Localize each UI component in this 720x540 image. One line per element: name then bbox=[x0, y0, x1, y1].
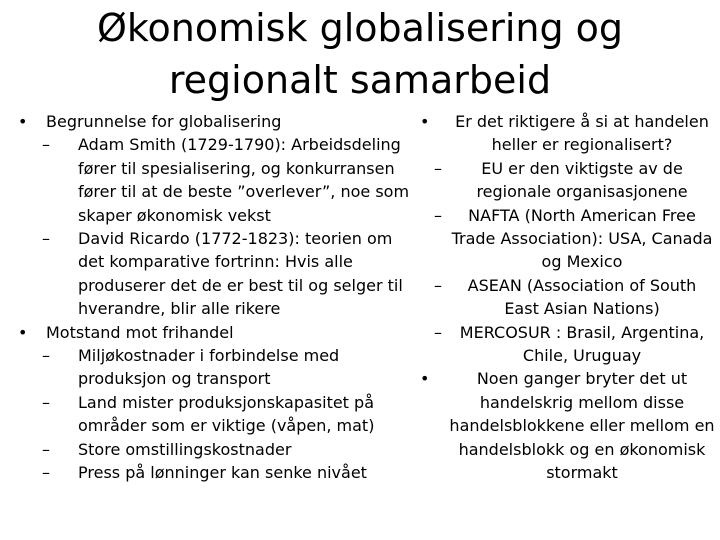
sub-bullet-text: NAFTA (North American Free Trade Association): USA, Canada og Mexico bbox=[451, 205, 713, 272]
bullet-text: Motstand mot frihandel bbox=[46, 322, 234, 342]
sub-bullet-item bbox=[420, 274, 716, 321]
dash-icon: – bbox=[42, 135, 50, 155]
dash-icon: – bbox=[42, 463, 50, 483]
dash-icon: – bbox=[434, 322, 442, 342]
sub-bullet-text: David Ricardo (1772-1823): teorien om det komparative fortrinn: Hvis alle produserer det de er best til og selger til hverandre, blir alle rikere bbox=[78, 229, 403, 319]
sub-bullet-text: Press på lønninger kan senke nivået bbox=[78, 463, 367, 483]
sub-bullet-item bbox=[18, 227, 418, 321]
page-title bbox=[60, 2, 660, 106]
dash-icon: – bbox=[42, 346, 50, 366]
bullet-icon: • bbox=[18, 112, 28, 131]
bullet-item bbox=[18, 321, 418, 344]
sub-bullet-item bbox=[420, 157, 716, 204]
dash-icon: – bbox=[42, 439, 50, 459]
bullet-item bbox=[420, 367, 716, 484]
sub-bullet-item bbox=[18, 391, 418, 438]
bullet-icon: • bbox=[18, 322, 28, 342]
left-column bbox=[18, 110, 418, 485]
dash-icon: – bbox=[434, 158, 442, 178]
dash-icon: – bbox=[434, 205, 442, 225]
sub-bullet-item bbox=[18, 133, 418, 227]
sub-bullet-item bbox=[420, 204, 716, 274]
sub-bullet-text: Adam Smith (1729-1790): Arbeidsdeling fører til spesialisering, og konkurransen fører til at de beste ”overlever”, noe som skaper økonomisk vekst bbox=[78, 135, 410, 225]
title-line-1: Økonomisk globalisering og bbox=[96, 6, 624, 50]
sub-bullet-text: EU er den viktigste av de regionale organisasjonene bbox=[476, 158, 688, 202]
bullet-icon: • bbox=[420, 112, 430, 131]
title-line-2: regionalt samarbeid bbox=[168, 58, 552, 102]
bullet-icon: • bbox=[420, 369, 430, 389]
sub-bullet-text: Land mister produksjonskapasitet på områder som er viktige (våpen, mat) bbox=[78, 392, 375, 436]
bullet-item bbox=[420, 110, 716, 157]
bullet-text: Begrunnelse for globalisering bbox=[46, 112, 282, 131]
sub-bullet-item bbox=[18, 461, 418, 484]
bullet-text: Noen ganger bryter det ut handelskrig mellom disse handelsblokkene eller mellom en handelsblokk og en økonomisk stormakt bbox=[449, 369, 715, 483]
sub-bullet-text: ASEAN (Association of South East Asian Nations) bbox=[467, 275, 697, 319]
sub-bullet-item bbox=[18, 438, 418, 461]
sub-bullet-item bbox=[420, 321, 716, 368]
right-column bbox=[420, 110, 716, 485]
bullet-item bbox=[18, 110, 418, 133]
sub-bullet-text: MERCOSUR : Brasil, Argentina, Chile, Uruguay bbox=[459, 322, 705, 366]
dash-icon: – bbox=[434, 275, 442, 295]
dash-icon: – bbox=[42, 392, 50, 412]
bullet-text: Er det riktigere å si at handelen heller er regionalisert? bbox=[455, 112, 709, 155]
sub-bullet-item bbox=[18, 344, 418, 391]
sub-bullet-text: Store omstillingskostnader bbox=[78, 439, 292, 459]
sub-bullet-text: Miljøkostnader i forbindelse med produksjon og transport bbox=[78, 346, 340, 389]
dash-icon: – bbox=[42, 229, 50, 249]
